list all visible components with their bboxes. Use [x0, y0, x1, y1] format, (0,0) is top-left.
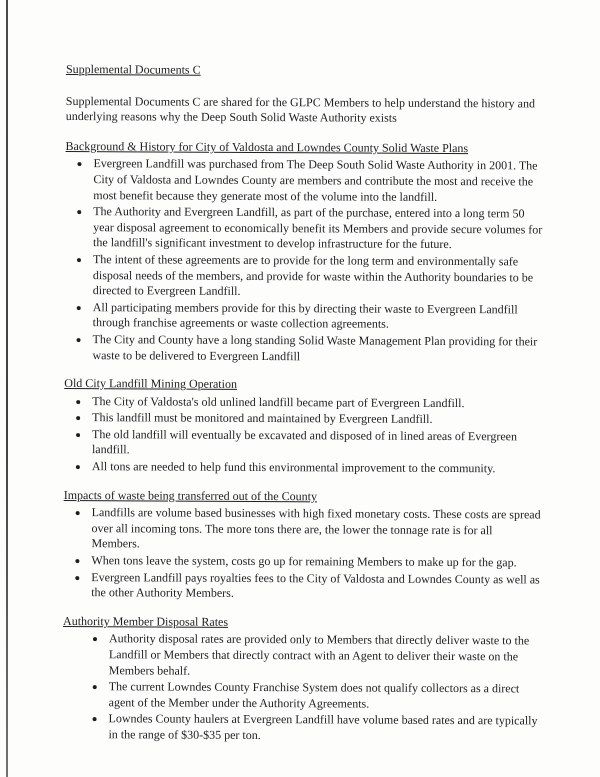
list-item: • Authority disposal rates are provided only to Members that directly deliver waste to the Landfill or Members that directly contract with an Agent to deliver their waste on the Members behalf.: [107, 632, 541, 681]
section-heading-disposal-rates: Authority Member Disposal Rates: [63, 613, 229, 629]
bullet-list: [64, 394, 542, 477]
list-item: • Lowndes County haulers at Evergreen Landfill have volume based rates and are typically in the range of $30-$35 per ton.: [106, 712, 540, 745]
list-item: • The intent of these agreements are to provide for the long term and environmentally safe disposal needs of the members, and provide for waste within the Authority boundaries to be directed to Evergreen Landfill.: [91, 252, 543, 301]
list-item: • The old landfill will eventually be excavated and disposed of in lined areas of Evergreen landfill.: [90, 427, 542, 461]
list-item: • The current Lowndes County Franchise System does not qualify collectors as a direct agent of the Member under the Authority Agreements.: [107, 679, 541, 712]
list-item: • Evergreen Landfill pays royalties fees to the City of Valdosta and Lowndes County as well as the other Authority Members.: [89, 570, 541, 604]
section-heading-old-city-landfill: Old City Landfill Mining Operation: [64, 376, 238, 391]
section-disposal-rates: [62, 614, 541, 745]
list-item: • The Authority and Evergreen Landfill, as part of the purchase, entered into a long term 50 year disposal agreement to economically benefit its Members and provide secure volumes for the landfill's significant investment to develop infrastructure for the future.: [91, 204, 543, 253]
bullet-list: [64, 156, 543, 365]
list-item: • All tons are needed to help fund this environmental improvement to the community.: [90, 459, 542, 477]
list-item: • The City and County have a long standing Solid Waste Management Plan providing for their waste to be delivered to Evergreen Landfill: [90, 332, 542, 366]
bullet-list: [62, 631, 541, 745]
scan-edge-artifact: [6, 0, 8, 777]
list-item: • This landfill must be monitored and maintained by Evergreen Landfill.: [90, 410, 542, 428]
intro-paragraph: Supplemental Documents C are shared for the GLPC Members to help understand the history and underlying reasons why the Deep South Solid Waste Authority exists: [65, 93, 536, 125]
list-item: • Landfills are volume based businesses with high fixed monetary costs. These costs are spread over all incoming tons. The more tons there are, the lower the tonnage rate is for all Members.: [89, 505, 541, 554]
section-background-history: [64, 139, 543, 366]
list-item: • When tons leave the system, costs go up for remaining Members to make up for the gap.: [89, 553, 541, 571]
section-impacts-transfer: [63, 488, 542, 604]
section-old-city-landfill: [64, 376, 543, 477]
document-title: Supplemental Documents C: [65, 62, 201, 77]
section-heading-background-history: Background & History for City of Valdosta and Lowndes County Solid Waste Plans: [65, 138, 469, 155]
section-heading-impacts-transfer: Impacts of waste being transferred out of the County: [63, 487, 318, 503]
list-item: • The City of Valdosta's old unlined landfill became part of Evergreen Landfill.: [90, 394, 542, 412]
list-item: • Evergreen Landfill was purchased from The Deep South Solid Waste Authority in 2001. The City of Valdosta and Lowndes County are members and contribute the most and receive the most benefit because they generate most of the volume into the landfill.: [91, 157, 543, 206]
list-item: • All participating members provide for this by directing their waste to Evergreen Landfill through franchise agreements or waste collection agreements.: [91, 300, 543, 334]
bullet-list: [63, 505, 541, 603]
document-content: [62, 62, 544, 746]
